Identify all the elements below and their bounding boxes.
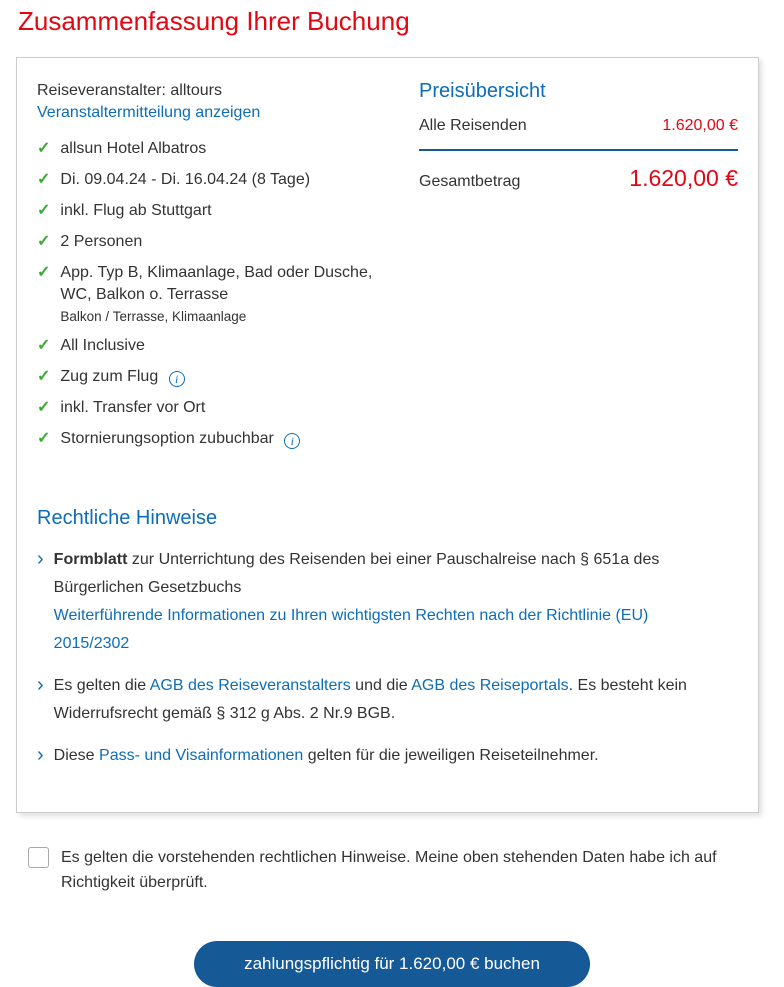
total-row <box>419 151 738 192</box>
visa-text-1: Diese <box>53 747 100 764</box>
check-icon: ✓ <box>37 368 51 385</box>
feature-label <box>60 428 399 450</box>
feature-label: All Inclusive <box>60 337 145 354</box>
price-overview-heading: Preisübersicht <box>419 80 546 102</box>
check-icon: ✓ <box>37 430 51 447</box>
agb-text-3: . Es besteht kein Widerrufsrecht gemäß § 312 g Abs. 2 Nr.9 BGB. <box>53 677 687 722</box>
consent-label[interactable]: Es gelten die vorstehenden rechtlichen Hinweise. Meine oben stehenden Daten habe ich auf Richtigkeit überprüft. <box>61 849 717 891</box>
feature-label <box>60 262 399 326</box>
button-row <box>0 941 784 987</box>
price-row-label: Alle Reisenden <box>419 117 527 134</box>
agb-text-1: Es gelten die <box>53 677 150 694</box>
chevron-right-icon: › <box>37 674 44 696</box>
list-item-room <box>37 262 399 326</box>
operator-message-link[interactable]: Veranstaltermitteilung anzeigen <box>37 104 261 121</box>
chevron-right-icon: › <box>37 744 44 766</box>
check-icon: ✓ <box>37 264 51 281</box>
formblatt-rest: zur Unterrichtung des Reisenden bei einer Pauschalreise nach § 651a des Bürgerlichen Gesetzbuchs <box>53 551 660 596</box>
booking-feature-list <box>37 138 399 450</box>
eu-directive-link[interactable]: Weiterführende Informationen zu Ihren wichtigsten Rechten nach der Richtlinie (EU) 2015/2302 <box>53 607 649 652</box>
list-item-hotel <box>37 138 399 160</box>
room-subtext: Balkon / Terrasse, Klimaanlage <box>60 309 247 324</box>
info-icon[interactable]: i <box>169 371 185 387</box>
agb-text-2: und die <box>350 677 412 694</box>
feature-label: allsun Hotel Albatros <box>60 140 207 157</box>
chevron-right-icon: › <box>37 548 44 570</box>
check-icon: ✓ <box>37 171 51 188</box>
list-item-cancellation <box>37 428 399 450</box>
booking-summary-top <box>37 80 738 459</box>
info-icon[interactable]: i <box>284 433 300 449</box>
list-item-flight <box>37 200 399 222</box>
feature-label: 2 Personen <box>60 233 143 250</box>
price-row-value: 1.620,00 € <box>662 117 738 134</box>
visa-text-2: gelten für die jeweiligen Reiseteilnehmer. <box>303 747 599 764</box>
tour-operator-label: Reiseveranstalter: alltours <box>37 82 222 99</box>
consent-row <box>28 845 748 895</box>
legal-consent-checkbox[interactable] <box>28 847 49 868</box>
feature-label <box>60 366 399 388</box>
total-label: Gesamtbetrag <box>419 173 521 190</box>
book-button[interactable]: zahlungspflichtig für 1.620,00 € buchen <box>194 941 590 987</box>
list-item-board <box>37 335 399 357</box>
legal-item-text <box>54 742 599 770</box>
total-value: 1.620,00 € <box>629 165 738 191</box>
legal-item-text <box>54 672 726 728</box>
page-title: Zusammenfassung Ihrer Buchung <box>18 6 410 36</box>
room-type-text: App. Typ B, Klimaanlage, Bad oder Dusche, WC, Balkon o. Terrasse <box>60 264 373 303</box>
legal-item-visa <box>37 742 738 770</box>
legal-notices-heading: Rechtliche Hinweise <box>37 507 218 529</box>
check-icon: ✓ <box>37 337 51 354</box>
agb-operator-link[interactable]: AGB des Reiseveranstalters <box>149 677 351 694</box>
check-icon: ✓ <box>37 233 51 250</box>
rail-text: Zug zum Flug <box>60 368 159 385</box>
feature-label: Di. 09.04.24 - Di. 16.04.24 (8 Tage) <box>60 171 311 188</box>
formblatt-bold: Formblatt <box>53 551 128 568</box>
list-item-rail <box>37 366 399 388</box>
check-icon: ✓ <box>37 140 51 157</box>
feature-label: inkl. Flug ab Stuttgart <box>60 202 212 219</box>
feature-label: inkl. Transfer vor Ort <box>60 399 206 416</box>
check-icon: ✓ <box>37 202 51 219</box>
list-item-persons <box>37 231 399 253</box>
price-row-all-travellers <box>419 117 738 149</box>
legal-notices-section <box>37 507 738 770</box>
passport-visa-link[interactable]: Pass- und Visainformationen <box>99 747 304 764</box>
list-item-dates <box>37 169 399 191</box>
legal-item-agb <box>37 672 738 728</box>
price-overview <box>399 80 738 459</box>
list-item-transfer <box>37 397 399 419</box>
booking-details <box>37 80 399 459</box>
agb-portal-link[interactable]: AGB des Reiseportals <box>411 677 569 694</box>
legal-item-text <box>54 546 726 658</box>
cancellation-text: Stornierungsoption zubuchbar <box>60 430 274 447</box>
booking-summary-card <box>16 57 759 813</box>
check-icon: ✓ <box>37 399 51 416</box>
legal-item-form <box>37 546 738 658</box>
